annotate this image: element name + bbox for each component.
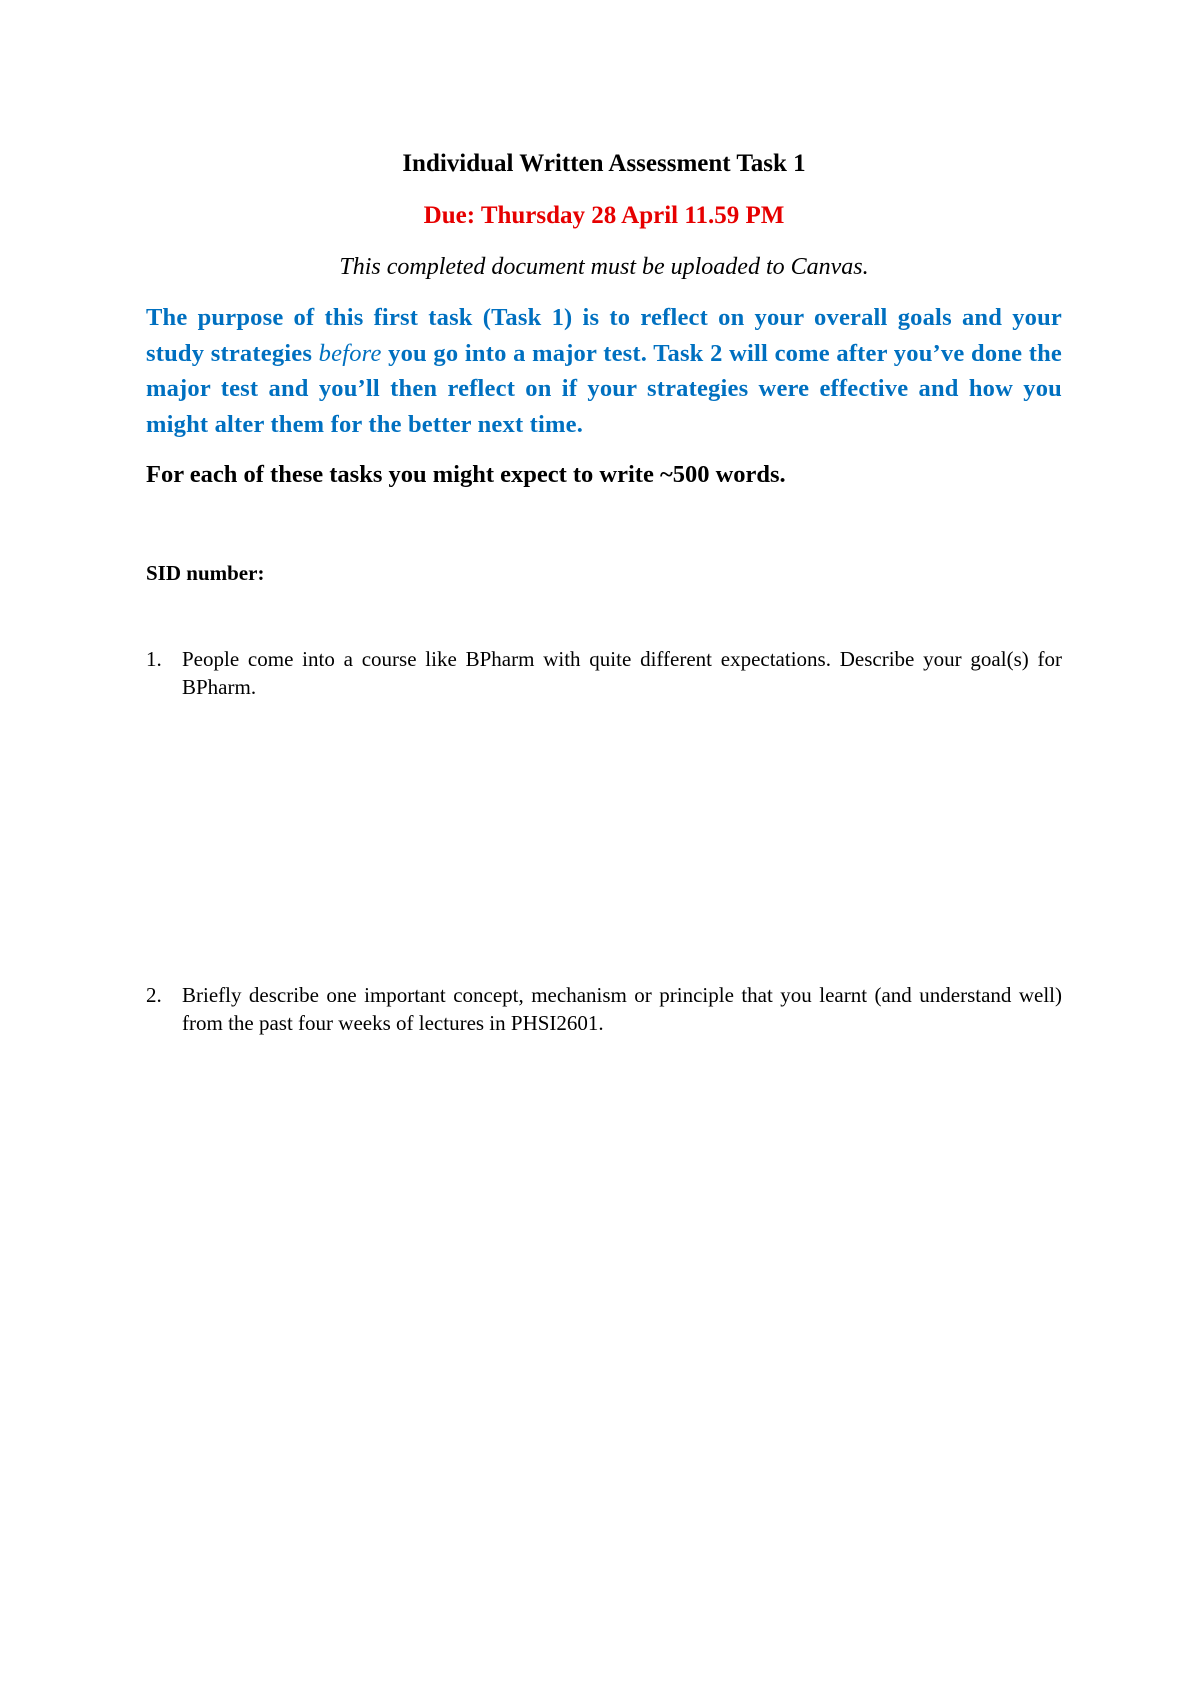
purpose-text-part1: The purpose of this first task (Task 1) is to reflect on your overall goals and your study strategies — [146, 304, 1062, 367]
document-body — [146, 148, 1062, 1037]
question-number: 2. — [146, 983, 162, 1007]
document-title: Individual Written Assessment Task 1 — [402, 150, 806, 177]
purpose-paragraph — [146, 300, 1062, 442]
word-count-expectation: For each of these tasks you might expect to write ~500 words. — [146, 461, 786, 488]
question-number: 1. — [146, 647, 162, 671]
purpose-text-part2: you go into a major test. Task 2 will come after you’ve done the major test and you’ll then reflect on if your strategies were effective and how you might alter them for the better next time. — [146, 339, 1062, 438]
question-1 — [146, 645, 1062, 701]
sid-number-label: SID number: — [146, 561, 265, 585]
upload-instruction: This completed document must be uploaded to Canvas. — [339, 254, 869, 280]
purpose-emphasis-word: before — [318, 339, 382, 367]
question-text: People come into a course like BPharm with quite different expectations. Describe your goal(s) for BPharm. — [182, 647, 1062, 699]
question-2 — [146, 981, 1062, 1037]
question-text: Briefly describe one important concept, mechanism or principle that you learnt (and understand well) from the past four weeks of lectures in PHSI2601. — [182, 983, 1062, 1035]
due-date: Due: Thursday 28 April 11.59 PM — [423, 202, 785, 229]
